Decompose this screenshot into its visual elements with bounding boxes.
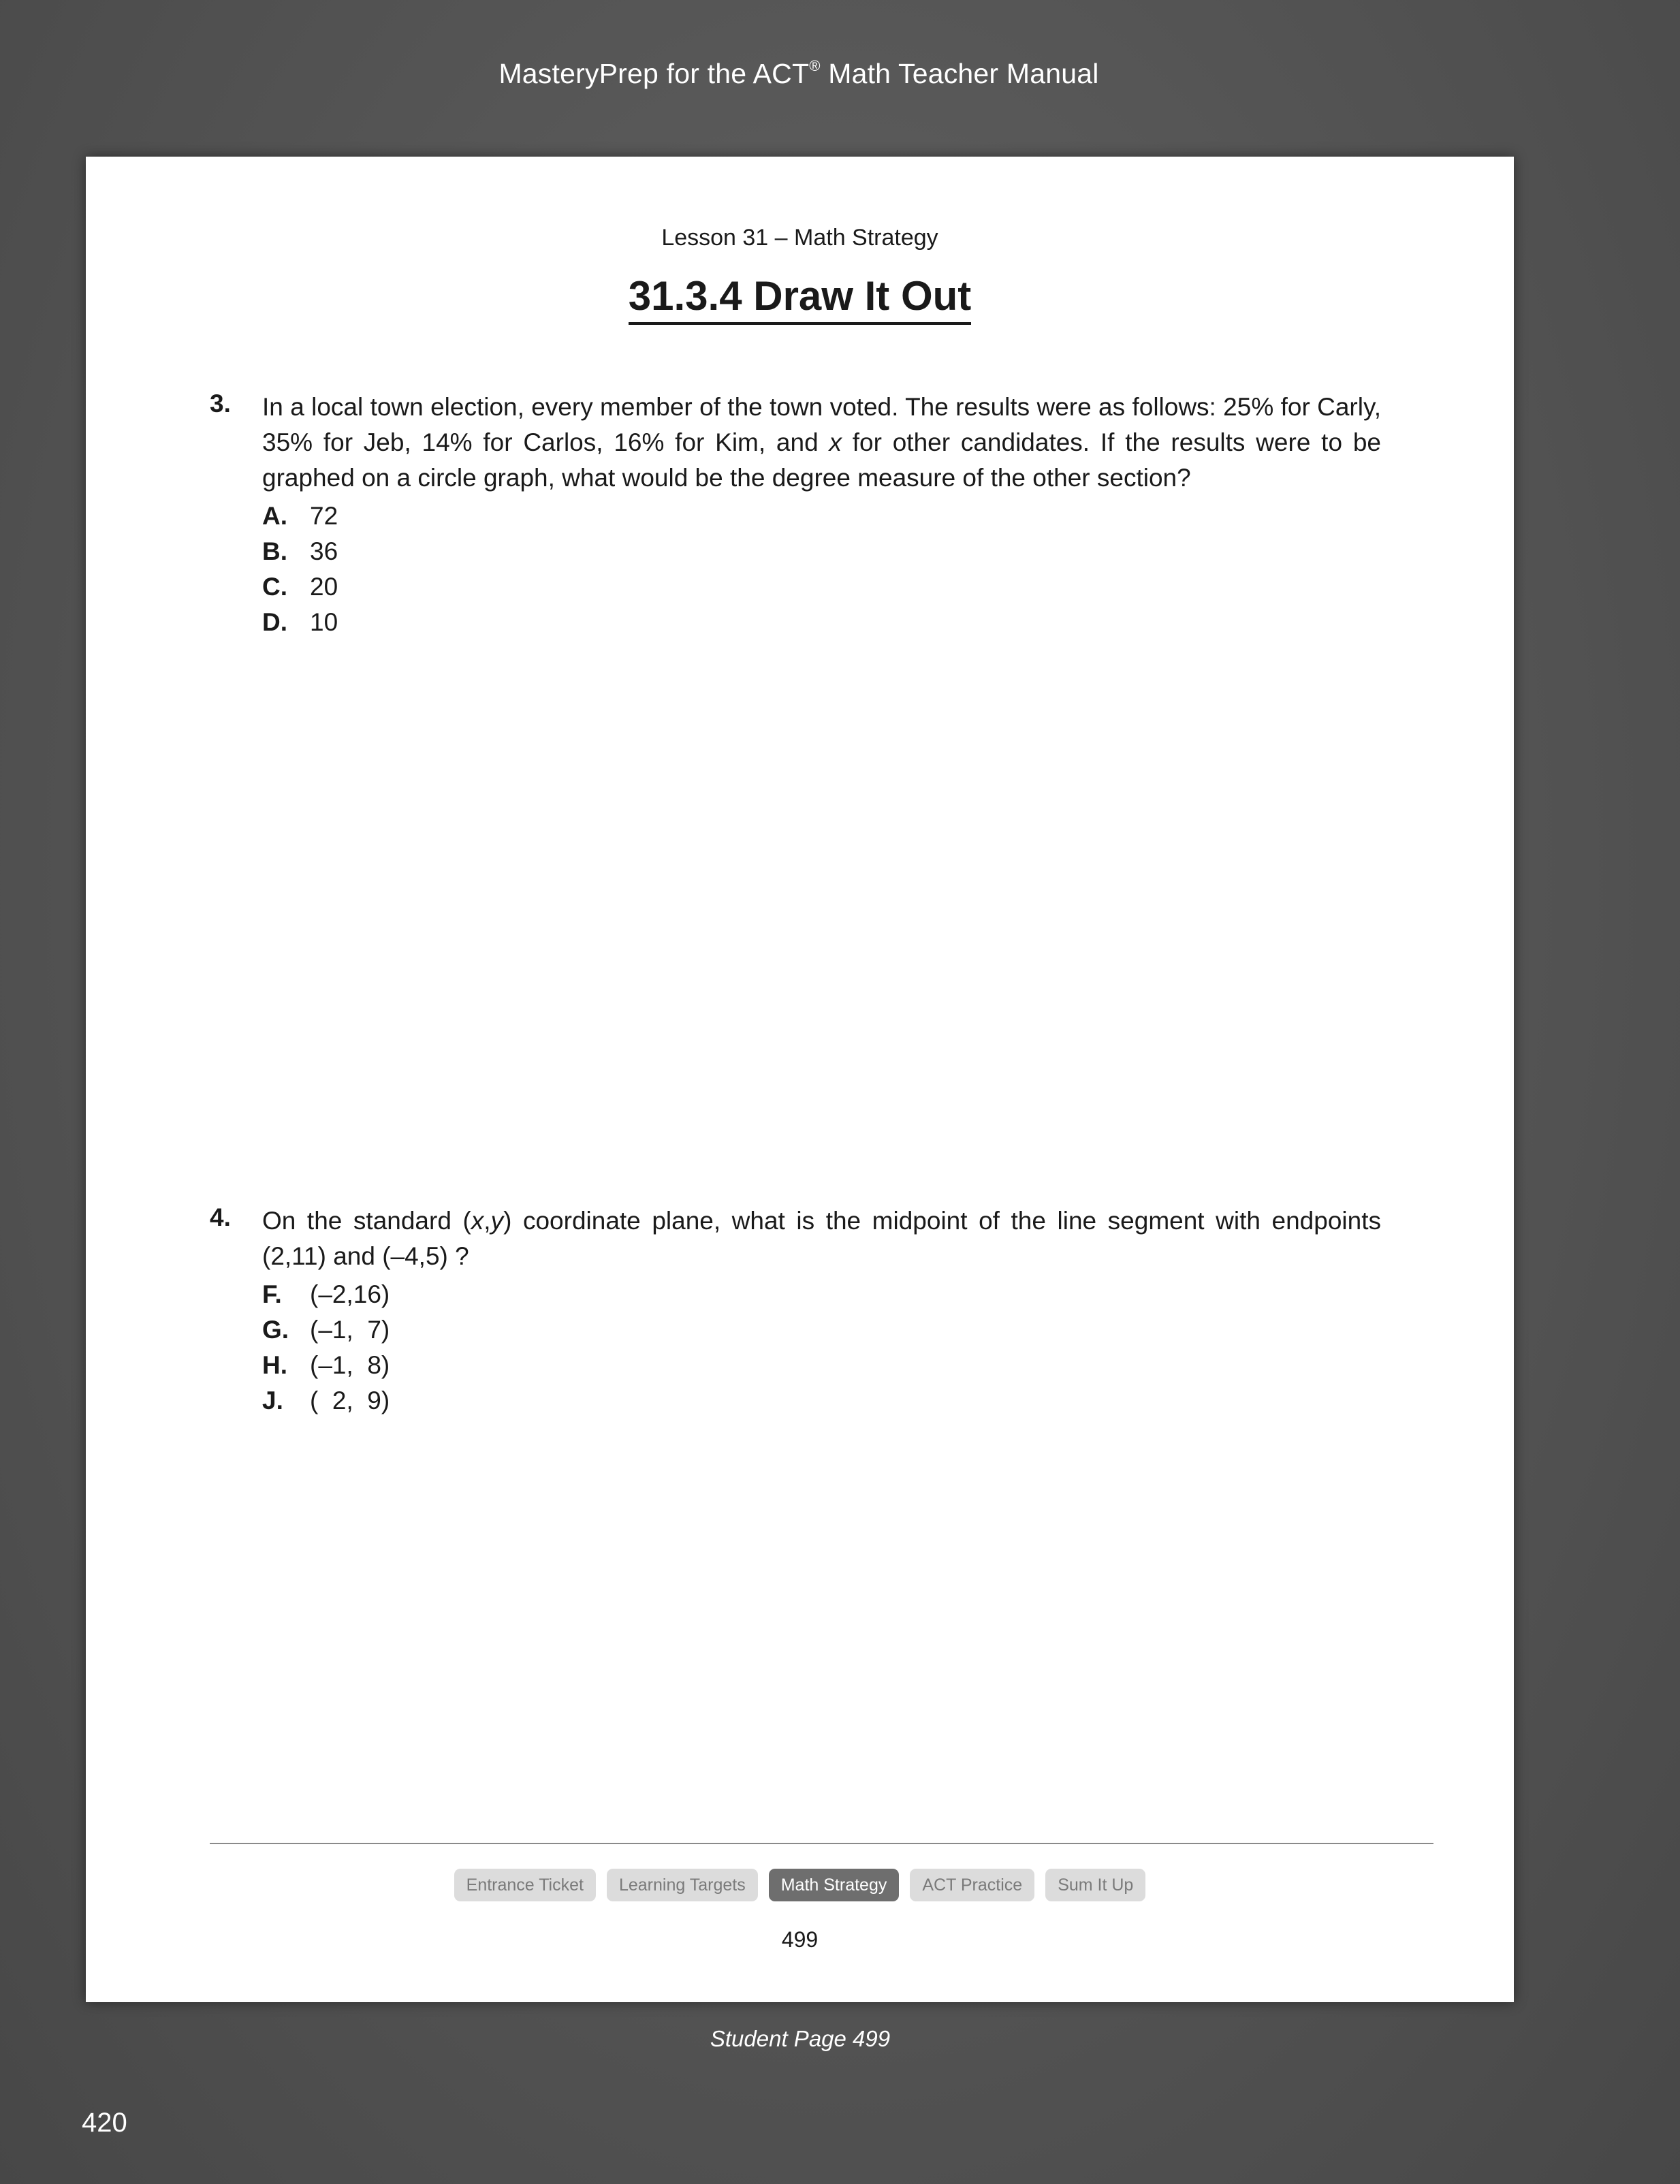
student-page — [86, 157, 1514, 2002]
question-text — [262, 1203, 1381, 1274]
student-page-caption: Student Page 499 — [710, 2026, 891, 2051]
choice-value: (–1, 7) — [310, 1316, 390, 1344]
question-text-part: ) coordinate plane, what is the midpoint of the line segment with endpoints (2,11) and (–4,5) ? — [262, 1207, 1381, 1270]
choice-letter: G. — [262, 1316, 289, 1344]
registered-mark: ® — [809, 57, 821, 74]
lesson-nav-tabs — [86, 1869, 1514, 1901]
choice-value: (–1, 8) — [310, 1351, 390, 1379]
tab-learning-targets[interactable]: Learning Targets — [607, 1869, 758, 1901]
question-4 — [210, 1203, 1381, 1419]
choice-letter: H. — [262, 1351, 287, 1379]
choice-letter: F. — [262, 1280, 282, 1308]
answer-choices — [262, 498, 1381, 640]
answer-choices — [262, 1277, 1381, 1419]
question-text-part: for other candidates. If the results were to be graphed on a circle graph, what would be the degree measure of the other section? — [262, 428, 1381, 492]
manual-header — [0, 57, 1598, 90]
comma: , — [484, 1207, 491, 1235]
question-3 — [210, 390, 1381, 640]
answer-choice[interactable] — [262, 534, 1381, 569]
variable-y: y — [490, 1207, 504, 1235]
choice-letter: J. — [262, 1387, 283, 1414]
choice-value: 36 — [310, 537, 338, 565]
answer-choice[interactable] — [262, 1383, 1381, 1419]
answer-choice[interactable] — [262, 1277, 1381, 1312]
variable-x: x — [471, 1207, 484, 1235]
student-page-number: 499 — [781, 1927, 819, 1952]
answer-choice[interactable] — [262, 605, 1381, 640]
choice-value: 20 — [310, 573, 338, 601]
question-number: 3. — [210, 390, 231, 417]
tab-act-practice[interactable]: ACT Practice — [910, 1869, 1034, 1901]
manual-title-prefix: MasteryPrep for the ACT — [498, 58, 810, 89]
choice-value: 10 — [310, 608, 338, 636]
tab-math-strategy[interactable]: Math Strategy — [769, 1869, 900, 1901]
section-title-wrap — [86, 272, 1514, 325]
choice-value: 72 — [310, 502, 338, 530]
tab-sum-it-up[interactable]: Sum It Up — [1045, 1869, 1145, 1901]
answer-choice[interactable] — [262, 1312, 1381, 1348]
section-title: 31.3.4 Draw It Out — [629, 272, 972, 325]
answer-choice[interactable] — [262, 498, 1381, 534]
question-text — [262, 390, 1381, 496]
choice-letter: A. — [262, 502, 287, 530]
lesson-label: Lesson 31 – Math Strategy — [661, 225, 938, 251]
manual-title-suffix: Math Teacher Manual — [820, 58, 1099, 89]
answer-choice[interactable] — [262, 1348, 1381, 1383]
answer-choice[interactable] — [262, 569, 1381, 605]
question-text-part: On the standard ( — [262, 1207, 471, 1235]
manual-page-number: 420 — [82, 2108, 127, 2138]
variable-x: x — [829, 428, 842, 456]
choice-letter: D. — [262, 608, 287, 636]
question-number: 4. — [210, 1203, 231, 1231]
question-text-part: In a local town election, every member of the town voted. The results were as follows: 25% for Carly, 35% for Jeb, 14% for Carlos, 16% for Kim, and — [262, 393, 1381, 456]
choice-letter: B. — [262, 537, 287, 565]
choice-value: (–2,16) — [310, 1280, 390, 1308]
choice-letter: C. — [262, 573, 287, 601]
choice-value: ( 2, 9) — [310, 1387, 390, 1414]
tab-entrance-ticket[interactable]: Entrance Ticket — [454, 1869, 596, 1901]
footer-divider — [210, 1843, 1433, 1844]
